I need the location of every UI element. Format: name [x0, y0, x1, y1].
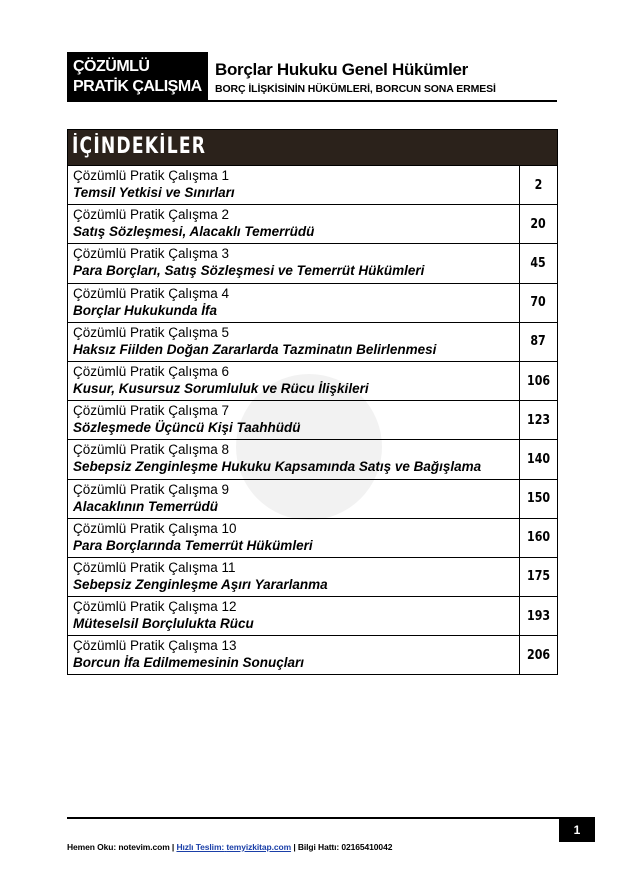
toc-entry-page-number: 193 [526, 608, 551, 624]
toc-entry-text [68, 636, 519, 674]
toc-entry-text [68, 166, 519, 204]
toc-entry-label: Çözümlü Pratik Çalışma 1 [73, 168, 230, 183]
toc-row[interactable] [68, 204, 557, 243]
toc-row[interactable] [68, 322, 557, 361]
toc-entry-subject: Müteselsil Borçlulukta Rücu [73, 616, 254, 632]
toc-entry-label: Çözümlü Pratik Çalışma 3 [73, 246, 230, 262]
footer-delivery-url: temyizkitap.com [226, 842, 292, 852]
footer-divider [67, 817, 559, 819]
toc-heading-text: İÇİNDEKİLER [72, 134, 207, 159]
toc-entry-text [68, 284, 519, 322]
footer-info [67, 842, 392, 852]
toc-entry-text [68, 519, 519, 557]
toc-entry-page [519, 558, 557, 596]
toc-row[interactable] [68, 361, 557, 400]
toc-entry-page [519, 440, 557, 478]
toc-row[interactable] [68, 439, 557, 478]
toc-entry-text [68, 440, 519, 478]
toc-entry-label: Çözümlü Pratik Çalışma 13 [73, 638, 237, 654]
footer-delivery-link[interactable] [176, 842, 291, 852]
toc-entry-page [519, 284, 557, 322]
toc-entry-text [68, 362, 519, 400]
toc-row[interactable] [68, 400, 557, 439]
toc-heading [68, 130, 557, 165]
toc-entry-label: Çözümlü Pratik Çalışma 8 [73, 442, 230, 458]
toc-entry-label: Çözümlü Pratik Çalışma 12 [73, 599, 237, 615]
toc-row[interactable] [68, 479, 557, 518]
toc-row[interactable] [68, 596, 557, 635]
toc-row[interactable] [68, 165, 557, 204]
toc-entry-subject: Para Borçlarında Temerrüt Hükümleri [73, 537, 313, 553]
toc-entry-label: Çözümlü Pratik Çalışma 11 [73, 559, 236, 575]
toc-entry-subject: Kusur, Kusursuz Sorumluluk ve Rücu İlişkileri [73, 380, 369, 396]
toc-entry-subject: Borçlar Hukukunda İfa [73, 302, 218, 318]
toc-entry-page [519, 362, 557, 400]
toc-entry-label: Çözümlü Pratik Çalışma 7 [73, 403, 230, 419]
toc-entry-page [519, 597, 557, 635]
toc-entry-subject: Sebepsiz Zenginleşme Aşırı Yararlanma [73, 576, 328, 592]
toc-entry-page [519, 519, 557, 557]
toc-row[interactable] [68, 243, 557, 282]
book-subtitle: BORÇ İLİŞKİSİNİN HÜKÜMLERİ, BORCUN SONA ERMESİ [215, 83, 496, 95]
toc-entry-text [68, 205, 519, 243]
toc-entry-page-number: 106 [526, 373, 551, 389]
footer-read-label: Hemen Oku: notevim.com [67, 842, 170, 852]
series-badge-line2: PRATİK ÇALIŞMA [73, 78, 202, 95]
toc-entry-label: Çözümlü Pratik Çalışma 2 [73, 207, 230, 223]
toc-entry-text [68, 558, 519, 596]
toc-entry-subject: Para Borçları, Satış Sözleşmesi ve Temerrüt Hükümleri [73, 263, 425, 279]
toc-rows [68, 165, 557, 674]
footer-separator: | [293, 842, 296, 852]
toc-entry-page [519, 401, 557, 439]
toc-row[interactable] [68, 518, 557, 557]
footer-separator: | [171, 842, 175, 852]
toc-entry-page [519, 244, 557, 282]
toc-entry-page-number: 123 [526, 412, 551, 428]
toc-entry-page [519, 205, 557, 243]
toc-entry-subject: Alacaklının Temerrüdü [73, 498, 219, 514]
toc-row[interactable] [68, 557, 557, 596]
toc-entry-page-number: 2 [534, 177, 543, 193]
toc-entry-page-number: 20 [530, 216, 547, 232]
toc-entry-label: Çözümlü Pratik Çalışma 10 [73, 520, 237, 536]
footer-phone: Bilgi Hattı: 02165410042 [297, 842, 393, 852]
toc-entry-text [68, 401, 519, 439]
toc-entry-page-number: 87 [530, 334, 547, 350]
toc-entry-page-number: 160 [526, 530, 551, 546]
table-of-contents [67, 129, 558, 675]
toc-row[interactable] [68, 635, 557, 674]
toc-entry-page-number: 206 [526, 647, 551, 663]
toc-entry-text [68, 480, 519, 518]
toc-entry-page [519, 166, 557, 204]
toc-entry-page-number: 150 [526, 491, 551, 507]
toc-entry-text [68, 597, 519, 635]
toc-entry-label: Çözümlü Pratik Çalışma 5 [73, 324, 230, 340]
toc-entry-page [519, 636, 557, 674]
toc-entry-subject: Sebepsiz Zenginleşme Hukuku Kapsamında Satış ve Bağışlama [73, 459, 482, 475]
toc-entry-page-number: 45 [530, 255, 547, 271]
toc-entry-label: Çözümlü Pratik Çalışma 6 [73, 363, 230, 379]
toc-entry-page-number: 175 [526, 569, 551, 585]
header-divider [208, 100, 557, 102]
toc-entry-subject: Sözleşmede Üçüncü Kişi Taahhüdü [73, 420, 301, 436]
toc-row[interactable] [68, 283, 557, 322]
series-badge-line1: ÇÖZÜMLÜ [73, 58, 150, 75]
toc-entry-page [519, 480, 557, 518]
toc-entry-subject: Haksız Fiilden Doğan Zararlarda Tazminatın Belirlenmesi [73, 341, 437, 357]
page-number: 1 [559, 817, 595, 842]
toc-entry-page-number: 140 [526, 451, 551, 467]
footer-delivery-prefix: Hızlı Teslim: [176, 842, 225, 852]
toc-entry-page-number: 70 [530, 295, 547, 311]
toc-entry-subject: Satış Sözleşmesi, Alacaklı Temerrüdü [73, 224, 315, 240]
book-title: Borçlar Hukuku Genel Hükümler [215, 60, 468, 79]
toc-entry-text [68, 244, 519, 282]
toc-entry-subject: Temsil Yetkisi ve Sınırları [73, 185, 235, 200]
toc-entry-subject: Borcun İfa Edilmemesinin Sonuçları [73, 655, 305, 671]
toc-entry-text [68, 323, 519, 361]
toc-entry-page [519, 323, 557, 361]
toc-entry-label: Çözümlü Pratik Çalışma 4 [73, 285, 230, 301]
series-badge [67, 52, 208, 102]
toc-entry-label: Çözümlü Pratik Çalışma 9 [73, 481, 230, 497]
